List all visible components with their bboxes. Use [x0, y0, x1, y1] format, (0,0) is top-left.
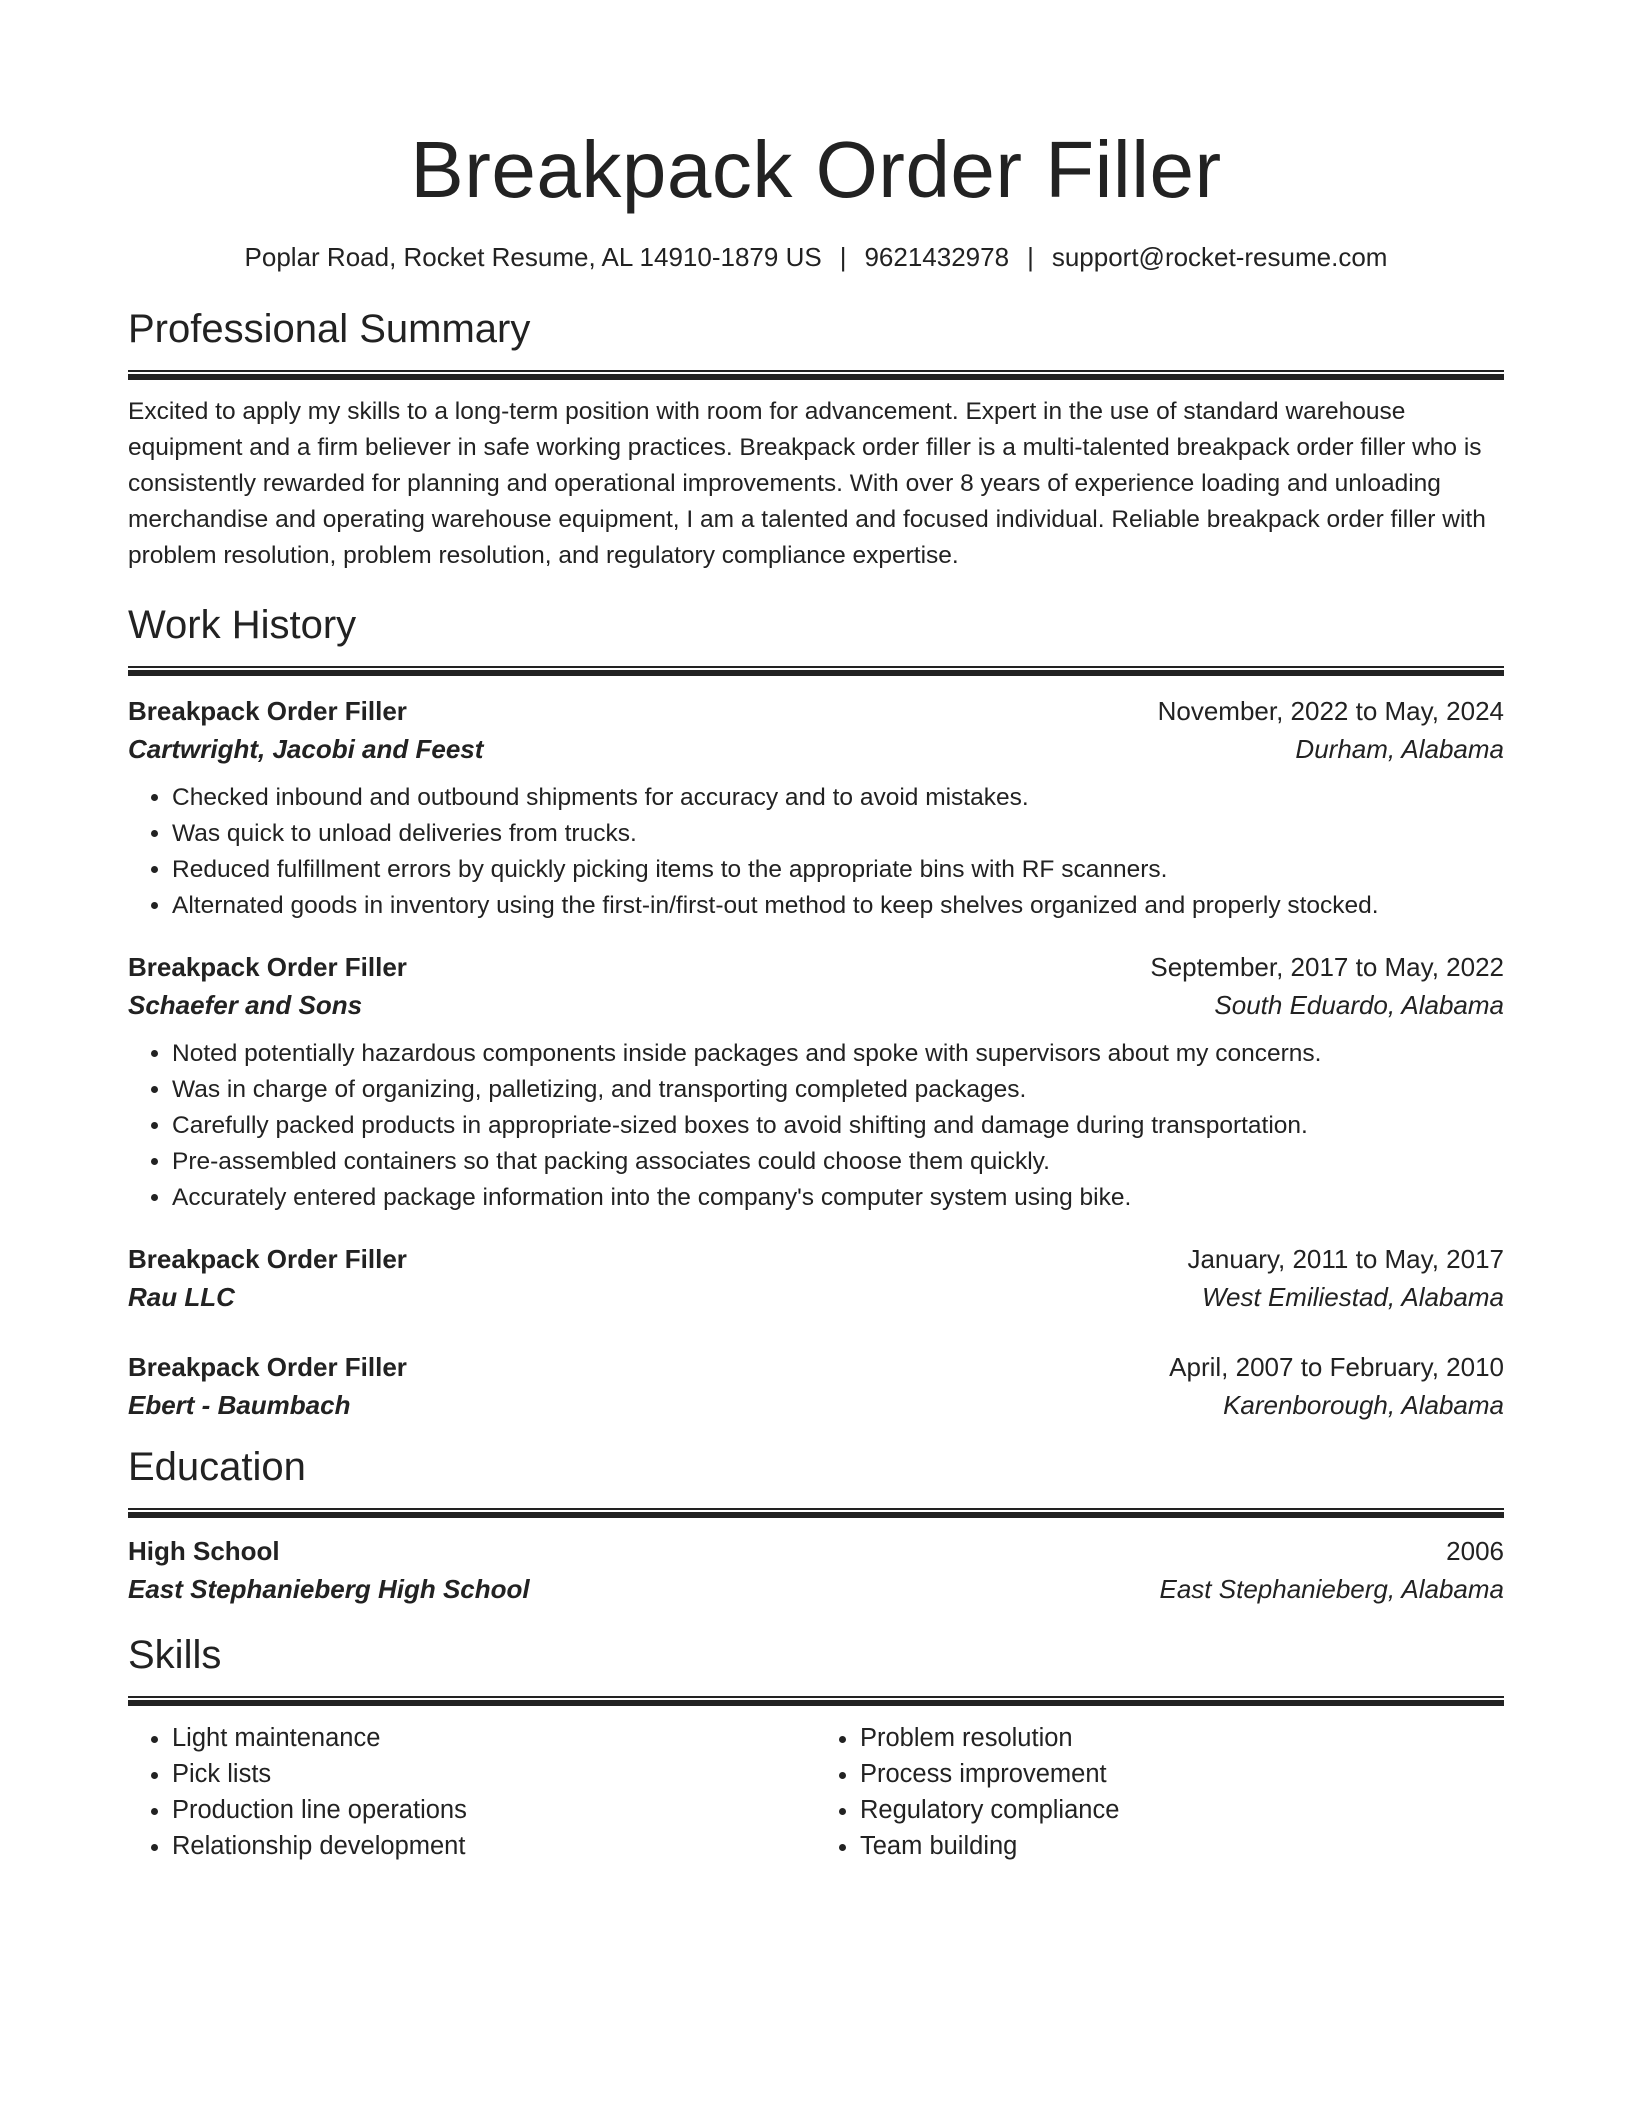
- skills-column-left: [128, 1720, 816, 1864]
- skills-list: [128, 1720, 816, 1864]
- job-location: South Eduardo, Alabama: [1214, 990, 1504, 1020]
- contact-line: [128, 240, 1504, 274]
- job-bullet: • Pre-assembled containers so that packing associates could choose them quickly.: [172, 1144, 1504, 1180]
- skills-grid: [128, 1720, 1504, 1864]
- section-title-work-history: Work History: [128, 603, 357, 647]
- job-location: West Emiliestad, Alabama: [1201, 1282, 1504, 1312]
- job-dates: September, 2017 to May, 2022: [1150, 952, 1504, 982]
- skill-item: • Relationship development: [172, 1828, 816, 1864]
- skills-list: [816, 1720, 1504, 1864]
- skill-item: • Regulatory compliance: [860, 1792, 1504, 1828]
- job-header-row: [128, 1240, 1504, 1278]
- job-bullet: • Reduced fulfillment errors by quickly picking items to the appropriate bins with RF scanners.: [172, 852, 1504, 888]
- section-title-summary: Professional Summary: [128, 307, 531, 351]
- job-entry: [128, 692, 1504, 924]
- skill-item: • Problem resolution: [860, 1720, 1504, 1756]
- job-bullet-list: [128, 1036, 1504, 1216]
- job-employer-row: [128, 986, 1504, 1024]
- education-school-row: [128, 1570, 1504, 1608]
- skill-item: • Team building: [860, 1828, 1504, 1864]
- job-bullet: • Accurately entered package information into the company's computer system using bike.: [172, 1180, 1504, 1216]
- skills-column-right: [816, 1720, 1504, 1864]
- job-header-row: [128, 692, 1504, 730]
- contact-separator: |: [839, 242, 847, 272]
- job-location: Karenborough, Alabama: [1223, 1390, 1504, 1420]
- section-divider: [128, 370, 1504, 380]
- contact-phone: 9621432978: [864, 242, 1010, 272]
- skills-section: [128, 1630, 1504, 1864]
- job-entry: [128, 948, 1504, 1216]
- job-bullet: • Was in charge of organizing, palletizing, and transporting completed packages.: [172, 1072, 1504, 1108]
- contact-address: Poplar Road, Rocket Resume, AL 14910-1879 US: [244, 242, 822, 272]
- job-title: Breakpack Order Filler: [128, 1352, 407, 1382]
- contact-email: support@rocket-resume.com: [1051, 242, 1388, 272]
- job-header-row: [128, 948, 1504, 986]
- section-title-education: Education: [128, 1445, 306, 1489]
- section-divider: [128, 1508, 1504, 1518]
- job-bullet: • Was quick to unload deliveries from trucks.: [172, 816, 1504, 852]
- job-bullet-list: [128, 780, 1504, 924]
- education-section: [128, 1442, 1504, 1608]
- education-degree: High School: [128, 1536, 280, 1566]
- education-school: East Stephanieberg High School: [128, 1574, 530, 1604]
- job-header-row: [128, 1348, 1504, 1386]
- job-employer-row: [128, 1278, 1504, 1316]
- job-employer-row: [128, 1386, 1504, 1424]
- job-title: Breakpack Order Filler: [128, 952, 407, 982]
- job-title: Breakpack Order Filler: [128, 696, 407, 726]
- section-title-skills: Skills: [128, 1633, 222, 1677]
- resume-name: Breakpack Order Filler: [410, 125, 1222, 214]
- job-employer: Rau LLC: [128, 1282, 235, 1312]
- contact-separator: |: [1027, 242, 1034, 272]
- job-dates: January, 2011 to May, 2017: [1187, 1244, 1504, 1274]
- job-title: Breakpack Order Filler: [128, 1244, 407, 1274]
- job-location: Durham, Alabama: [1295, 734, 1504, 764]
- job-bullet: • Checked inbound and outbound shipments for accuracy and to avoid mistakes.: [172, 780, 1504, 816]
- job-dates: April, 2007 to February, 2010: [1169, 1352, 1504, 1382]
- skill-item: • Light maintenance: [172, 1720, 816, 1756]
- job-bullet: • Carefully packed products in appropriate-sized boxes to avoid shifting and damage during transportation.: [172, 1108, 1504, 1144]
- job-bullet: • Noted potentially hazardous components inside packages and spoke with supervisors about my concerns.: [172, 1036, 1504, 1072]
- education-location: East Stephanieberg, Alabama: [1159, 1574, 1504, 1604]
- section-divider: [128, 1696, 1504, 1706]
- education-year: 2006: [1446, 1536, 1504, 1566]
- skill-item: • Pick lists: [172, 1756, 816, 1792]
- education-entry: [128, 1532, 1504, 1608]
- skill-item: • Process improvement: [860, 1756, 1504, 1792]
- job-employer: Ebert - Baumbach: [128, 1390, 351, 1420]
- job-dates: November, 2022 to May, 2024: [1157, 696, 1504, 726]
- job-employer: Schaefer and Sons: [128, 990, 363, 1020]
- summary-section: [128, 304, 1504, 574]
- summary-text: Excited to apply my skills to a long-term position with room for advancement. Expert in the use of standard warehouse equipment and a firm believer in safe working practices. Breakpack order filler is a multi-talented breakpack order filler who is consistently rewarded for planning and operational improvements. With over 8 years of experience loading and unloading merchandise and operating warehouse equipment, I am a talented and focused individual. Reliable breakpack order filler with problem resolution, problem resolution, and regulatory compliance expertise.: [128, 398, 1486, 569]
- skill-item: • Production line operations: [172, 1792, 816, 1828]
- work-history-section: [128, 600, 1504, 1424]
- job-employer-row: [128, 730, 1504, 768]
- education-header-row: [128, 1532, 1504, 1570]
- section-divider: [128, 666, 1504, 676]
- job-employer: Cartwright, Jacobi and Feest: [128, 734, 484, 764]
- job-entry: [128, 1348, 1504, 1424]
- job-entry: [128, 1240, 1504, 1316]
- job-bullet: • Alternated goods in inventory using the first-in/first-out method to keep shelves organized and properly stocked.: [172, 888, 1504, 924]
